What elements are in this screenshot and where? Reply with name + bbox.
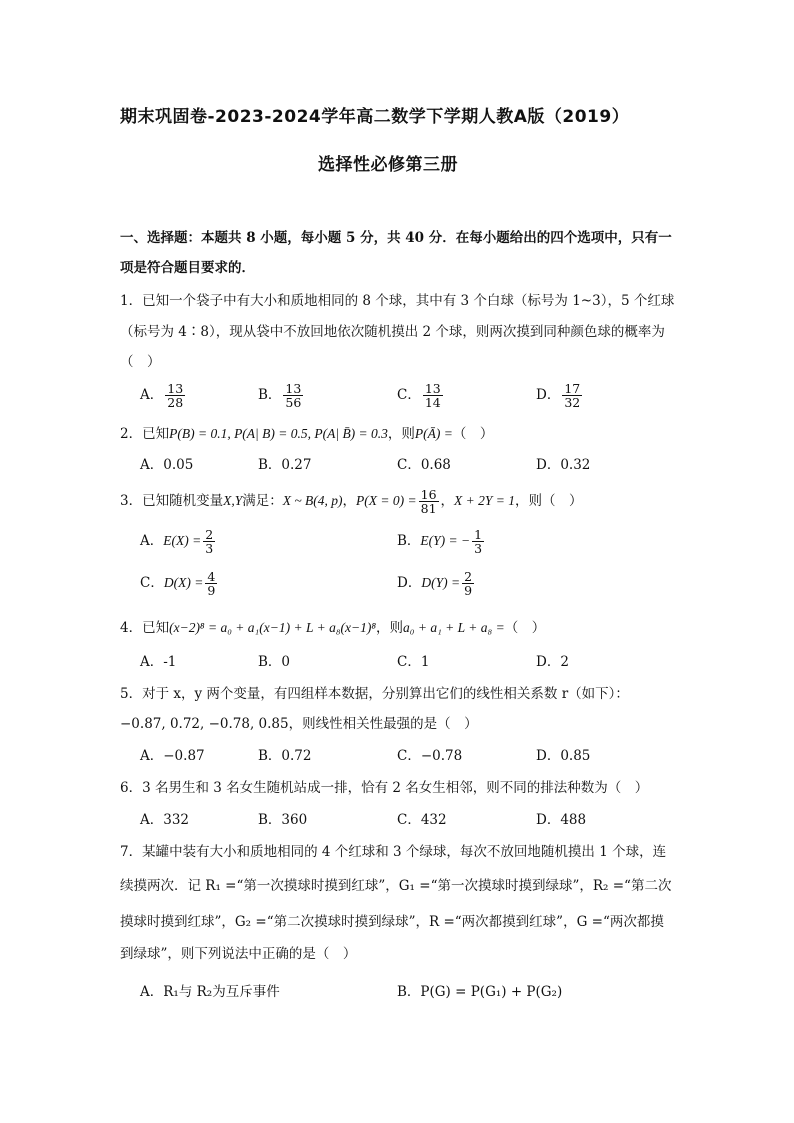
question-2-option-c[interactable]: C．0.68 — [397, 457, 451, 473]
fraction: $\frac{4}{9}$ — [207, 569, 216, 598]
section-header-line2: 项是符合题目要求的． — [120, 260, 255, 276]
question-3-stem: 3．已知随机变量X,Y满足：X ~ B(4, p)，P(X = 0) = $\frac{16}{81}$ ，X + 2Y = 1，则（ ） — [120, 487, 583, 516]
fraction: $\frac{2}{9}$ — [464, 569, 473, 598]
fraction: $\frac{16}{81}$ — [420, 487, 437, 516]
fraction: $\frac{17}{32}$ — [564, 381, 581, 410]
question-7-line3: 摸球时摸到红球”，G₂ =“第二次摸球时摸到绿球”，R =“两次都摸到红球”，G =“两次都摸 — [120, 914, 664, 930]
question-6-line1: 6．3 名男生和 3 名女生随机站成一排，恰有 2 名女生相邻，则不同的排法种数为（ ） — [120, 780, 649, 796]
fraction: $\frac{13}{14}$ — [424, 381, 441, 410]
question-4-stem: 4．已知(x−2)⁸ = a₀ + a₁(x−1) + L + a₈(x−1)⁸，则a₀ + a₁ + L + a₈ =（ ） — [120, 620, 546, 636]
page-title: 期末巩固卷-2023-2024学年高二数学下学期人教A版（2019） — [120, 107, 630, 127]
question-7-line1: 7．某罐中装有大小和质地相同的 4 个红球和 3 个绿球，每次不放回地随机摸出 1 个球，连 — [120, 844, 667, 860]
question-1-option-a[interactable]: A． $\frac{13}{28}$ — [140, 381, 184, 410]
question-4-option-d[interactable]: D．2 — [536, 654, 569, 670]
formula: P(Ā) = — [414, 426, 453, 441]
question-3-option-d[interactable]: D．D(Y) = $\frac{2}{9}$ — [397, 569, 473, 598]
question-5-option-a[interactable]: A．−0.87 — [140, 748, 205, 764]
question-6-option-a[interactable]: A．332 — [140, 812, 190, 828]
question-6-option-d[interactable]: D．488 — [536, 812, 587, 828]
question-7-option-a[interactable]: A．R₁与 R₂为互斥事件 — [140, 984, 280, 1000]
question-7-line4: 到绿球”，则下列说法中正确的是（ ） — [120, 946, 357, 962]
question-2-stem: 2．已知P(B) = 0.1, P(A| B) = 0.5, P(A| B̄) = 0.3，则P(Ā) =（ ） — [120, 426, 494, 442]
section-header-line1: 一、选择题：本题共 8 小题，每小题 5 分，共 40 分．在每小题给出的四个选项中，只有一 — [120, 230, 672, 246]
question-2-option-b[interactable]: B．0.27 — [258, 457, 312, 473]
formula: P(B) = 0.1, P(A| B) = 0.5, P(A| B̄) = 0.3 — [169, 426, 388, 441]
question-7-option-b[interactable]: B．P(G) = P(G₁) + P(G₂) — [397, 984, 563, 1000]
question-4-option-b[interactable]: B．0 — [258, 654, 291, 670]
formula: a₀ + a₁ + L + a₈ = — [403, 620, 505, 635]
question-2-option-d[interactable]: D．0.32 — [536, 457, 591, 473]
question-1-option-d[interactable]: D． $\frac{17}{32}$ — [536, 381, 581, 410]
question-5-option-c[interactable]: C．−0.78 — [397, 748, 463, 764]
question-5-line2: −0.87, 0.72, −0.78, 0.85，则线性相关性最强的是（ ） — [120, 716, 478, 732]
question-3-option-b[interactable]: B．E(Y) = − $\frac{1}{3}$ — [397, 527, 483, 556]
question-3-option-c[interactable]: C．D(X) = $\frac{4}{9}$ — [140, 569, 216, 598]
question-4-option-a[interactable]: A．-1 — [140, 654, 177, 670]
question-2-option-a[interactable]: A．0.05 — [140, 457, 194, 473]
fraction: $\frac{13}{56}$ — [285, 381, 302, 410]
question-1-option-c[interactable]: C． $\frac{13}{14}$ — [397, 381, 441, 410]
fraction: $\frac{1}{3}$ — [474, 527, 483, 556]
question-3-option-a[interactable]: A．E(X) = $\frac{2}{3}$ — [140, 527, 214, 556]
fraction: $\frac{13}{28}$ — [167, 381, 184, 410]
question-5-option-d[interactable]: D．0.85 — [536, 748, 591, 764]
question-7-line2: 续摸两次．记 R₁ =“第一次摸球时摸到红球”，G₁ =“第一次摸球时摸到绿球”，R₂ =“第二次 — [120, 878, 672, 894]
question-6-option-b[interactable]: B．360 — [258, 812, 308, 828]
question-1-line2: （标号为 4∶8），现从袋中不放回地依次随机摸出 2 个球，则两次摸到同种颜色球的概率为 — [120, 324, 665, 340]
question-1-line1: 1．已知一个袋子中有大小和质地相同的 8 个球，其中有 3 个白球（标号为 1~3），5 个红球 — [120, 293, 675, 309]
question-1-line3: （ ） — [120, 354, 161, 370]
formula: (x−2)⁸ = a₀ + a₁(x−1) + L + a₈(x−1)⁸ — [169, 620, 377, 635]
question-5-option-b[interactable]: B．0.72 — [258, 748, 312, 764]
page-subtitle: 选择性必修第三册 — [318, 155, 458, 175]
question-4-option-c[interactable]: C．1 — [397, 654, 430, 670]
question-1-option-b[interactable]: B． $\frac{13}{56}$ — [258, 381, 302, 410]
question-5-line1: 5．对于 x，y 两个变量，有四组样本数据，分别算出它们的线性相关系数 r（如下）： — [120, 686, 629, 702]
question-6-option-c[interactable]: C．432 — [397, 812, 447, 828]
fraction: $\frac{2}{3}$ — [205, 527, 214, 556]
